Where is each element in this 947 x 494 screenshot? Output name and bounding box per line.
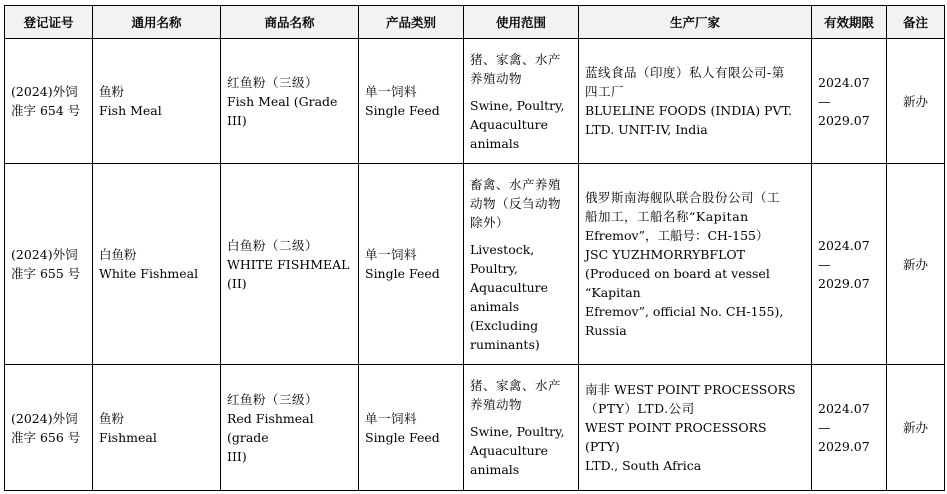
product-name-line: 红鱼粉（三级） [227, 74, 319, 90]
maker-cn-line: 俄罗斯南海舰队联合股份公司（工 [585, 190, 781, 205]
generic-name-en: White Fishmeal [99, 266, 199, 281]
product-name-line: 红鱼粉（三级） [227, 391, 319, 407]
maker-en-line: Russia [585, 323, 627, 338]
scope-en-line: Poultry, [470, 260, 518, 276]
header-product-name: 商品名称 [221, 6, 359, 39]
validity-line: 2024.07— [818, 74, 870, 109]
cell-category [359, 365, 464, 491]
reg-no-line: 准字 654 号 [11, 103, 81, 118]
cell-scope [464, 365, 579, 491]
scope-cn-line: 养殖动物 [470, 70, 523, 86]
scope-en-line: animals [470, 135, 520, 151]
cell-manufacturer [579, 39, 812, 164]
header-validity: 有效期限 [812, 6, 887, 39]
category-cn: 单一饲料 [365, 410, 418, 426]
header-manufacturer: 生产厂家 [579, 6, 812, 39]
generic-name-cn: 鱼粉 [99, 84, 125, 99]
maker-cn-line: 四工厂 [585, 84, 625, 99]
scope-cn-line: 畜禽、水产养殖 [470, 176, 562, 192]
header-row [5, 6, 945, 39]
scope-en-line: Aquaculture [470, 279, 549, 295]
maker-cn-line: 船加工，工船名称“Kapitan [585, 209, 749, 224]
cell-reg-no [5, 164, 93, 365]
cell-product-name [221, 39, 359, 164]
cell-note [887, 365, 945, 491]
header-note: 备注 [887, 6, 945, 39]
validity-line: 2024.07— [818, 401, 870, 435]
reg-no-line: (2024)外饲 [11, 84, 78, 99]
scope-en-line: Swine, Poultry, [470, 424, 565, 439]
header-reg-no: 登记证号 [5, 6, 93, 39]
category-en: Single Feed [365, 103, 440, 118]
scope-en-line: ruminants) [470, 336, 540, 352]
cell-product-name [221, 164, 359, 365]
header-scope: 使用范围 [464, 6, 579, 39]
validity-line: 2024.07— [818, 237, 870, 272]
reg-no-line: 准字 656 号 [11, 429, 81, 445]
maker-cn-line: 蓝线食品（印度）私人有限公司-第 [585, 65, 785, 80]
reg-no-line: (2024)外饲 [11, 247, 78, 262]
cell-reg-no [5, 39, 93, 164]
cell-category [359, 164, 464, 365]
scope-cn-line: 养殖动物 [470, 397, 523, 412]
cell-generic-name [93, 164, 221, 365]
scope-en-line: Livestock, [470, 241, 535, 257]
validity-line: 2029.07 [818, 439, 870, 454]
reg-no-line: (2024)外饲 [11, 410, 78, 426]
category-cn: 单一饲料 [365, 247, 418, 262]
scope-en-line: Aquaculture [470, 116, 549, 132]
maker-en-line: LTD. UNIT-IV, India [585, 122, 708, 137]
table-row [5, 39, 945, 164]
validity-line: 2029.07 [818, 112, 870, 128]
scope-cn-line: 除外） [470, 214, 510, 230]
maker-cn-line: 南非 WEST POINT PROCESSORS [585, 382, 796, 397]
generic-name-en: Fish Meal [99, 103, 162, 118]
product-name-line: WHITE FISHMEAL [227, 256, 350, 272]
reg-no-line: 准字 655 号 [11, 266, 81, 281]
scope-en-line: animals [470, 462, 520, 477]
generic-name-cn: 鱼粉 [99, 410, 125, 426]
maker-en-line: BLUELINE FOODS (INDIA) PVT. [585, 103, 792, 118]
table-row [5, 365, 945, 491]
scope-cn-line: 动物（反刍动物 [470, 195, 562, 211]
product-name-line: III) [227, 448, 247, 464]
cell-generic-name [93, 365, 221, 491]
note-text: 新办 [902, 256, 928, 272]
table-row [5, 164, 945, 365]
scope-en-line: animals [470, 298, 520, 314]
cell-note [887, 39, 945, 164]
validity-line: 2029.07 [818, 275, 870, 291]
scope-cn-line: 猪、家禽、水产 [470, 51, 562, 67]
product-name-line: (II) [227, 275, 247, 291]
cell-product-name [221, 365, 359, 491]
category-cn: 单一饲料 [365, 84, 418, 99]
note-text: 新办 [902, 93, 928, 109]
maker-en-line: Efremov”, official No. CH-155), [585, 304, 784, 319]
cell-validity [812, 365, 887, 491]
generic-name-cn: 白鱼粉 [99, 247, 137, 262]
header-generic-name: 通用名称 [93, 6, 221, 39]
maker-en-line: LTD., South Africa [585, 458, 702, 473]
cell-validity [812, 39, 887, 164]
maker-en-line: JSC YUZHMORRYBFLOT [585, 247, 745, 262]
generic-name-en: Fishmeal [99, 429, 157, 445]
cell-scope [464, 39, 579, 164]
category-en: Single Feed [365, 429, 440, 445]
scope-en-line: Swine, Poultry, [470, 97, 565, 113]
maker-en-line: WEST POINT PROCESSORS (PTY) [585, 420, 767, 454]
cell-note [887, 164, 945, 365]
product-name-line: 白鱼粉（二级） [227, 237, 319, 253]
category-en: Single Feed [365, 266, 440, 281]
maker-cn-line: （PTY）LTD.公司 [585, 401, 695, 416]
note-text: 新办 [902, 420, 928, 435]
maker-en-line: (Produced on board at vessel “Kapitan [585, 266, 770, 300]
cell-manufacturer [579, 365, 812, 491]
scope-en-line: (Excluding [470, 317, 539, 333]
maker-cn-line: Efremov”，工船号：CH-155） [585, 228, 769, 243]
scope-cn-line: 猪、家禽、水产 [470, 378, 562, 393]
cell-validity [812, 164, 887, 365]
product-name-line: Red Fishmeal (grade [227, 410, 314, 445]
scope-en-line: Aquaculture [470, 443, 549, 458]
cell-manufacturer [579, 164, 812, 365]
cell-scope [464, 164, 579, 365]
product-name-line: Fish Meal (Grade III) [227, 93, 338, 128]
cell-category [359, 39, 464, 164]
cell-reg-no [5, 365, 93, 491]
header-category: 产品类别 [359, 6, 464, 39]
registration-table [4, 5, 945, 491]
cell-generic-name [93, 39, 221, 164]
